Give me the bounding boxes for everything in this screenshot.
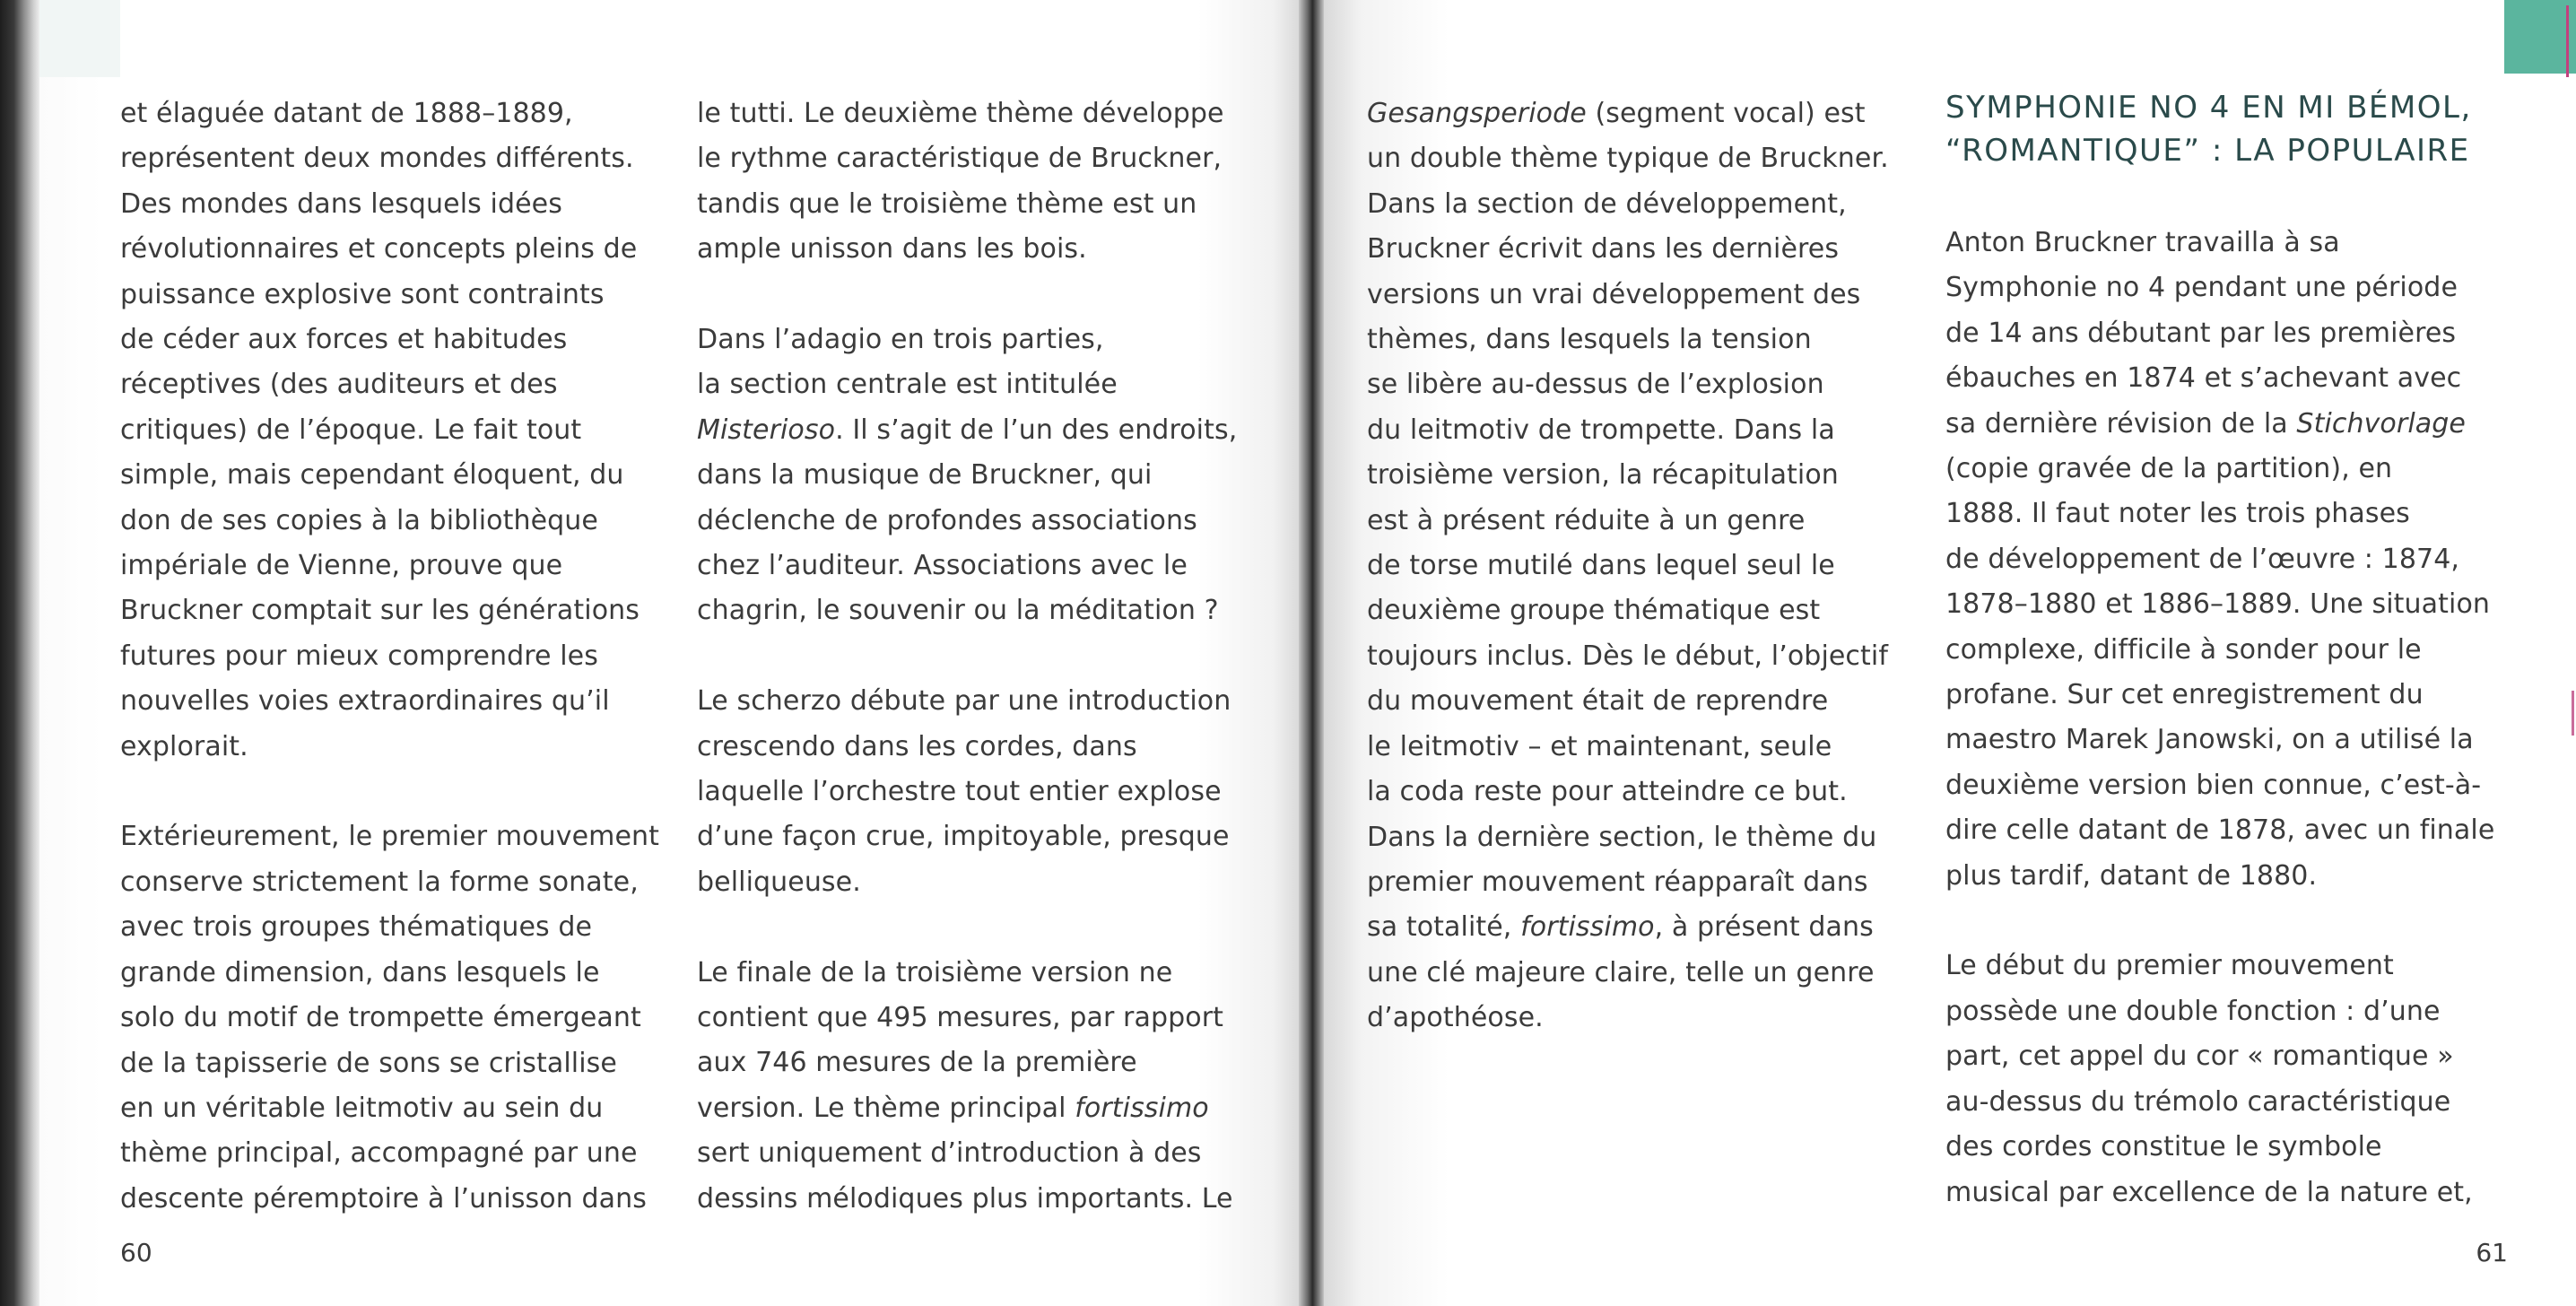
text-line: est à présent réduite à un genre bbox=[1367, 504, 1806, 536]
text-line: puissance explosive sont contraints bbox=[120, 278, 605, 310]
text-line: explorait. bbox=[120, 730, 248, 762]
text-fragment: version. Le thème principal bbox=[697, 1092, 1075, 1124]
text-line: contient que 495 mesures, par rapport bbox=[697, 1002, 1223, 1034]
page-number: 60 bbox=[120, 1238, 152, 1267]
text-line: sert uniquement d’introduction à des bbox=[697, 1137, 1202, 1170]
text-fragment: sa dernière révision de la bbox=[1945, 407, 2297, 440]
text-line bbox=[697, 408, 1237, 453]
page-number: 61 bbox=[2476, 1238, 2508, 1267]
text-fragment: , à présent dans bbox=[1654, 911, 1874, 944]
text-line: profane. Sur cet enregistrement du bbox=[1945, 679, 2424, 711]
text-line: des cordes constitue le symbole bbox=[1945, 1131, 2382, 1163]
heading-line: “ROMANTIQUE” : LA POPULAIRE bbox=[1945, 133, 2470, 169]
text-line: plus tardif, datant de 1880. bbox=[1945, 859, 2318, 892]
text-line: versions un vrai développement des bbox=[1367, 278, 1861, 310]
text-line: deuxième version bien connue, c’est-à- bbox=[1945, 769, 2482, 801]
section-tab-marker bbox=[2504, 0, 2576, 74]
text-line: 1878–1880 et 1886–1889. Une situation bbox=[1945, 588, 2491, 621]
text-line: la coda reste pour atteindre ce but. bbox=[1367, 776, 1848, 808]
text-line: Le finale de la troisième version ne bbox=[697, 956, 1173, 988]
text-line: de céder aux forces et habitudes bbox=[120, 324, 568, 356]
paragraph bbox=[697, 679, 1237, 905]
text-line: Le début du premier mouvement bbox=[1945, 950, 2394, 982]
text-line: grande dimension, dans lesquels le bbox=[120, 956, 600, 988]
text-line: Le scherzo débute par une introduction bbox=[697, 685, 1231, 718]
text-line: la section centrale est intitulée bbox=[697, 369, 1118, 401]
text-line: Des mondes dans lesquels idées bbox=[120, 187, 562, 220]
text-line: de 14 ans débutant par les premières bbox=[1945, 317, 2457, 349]
text-line: Bruckner écrivit dans les dernières bbox=[1367, 233, 1840, 266]
text-line: thème principal, accompagné par une bbox=[120, 1137, 638, 1170]
text-line: ébauches en 1874 et s’achevant avec bbox=[1945, 362, 2462, 395]
right-page bbox=[1324, 0, 2576, 1306]
italic-term: Stichvorlage bbox=[2296, 407, 2466, 440]
text-line: du leitmotiv de trompette. Dans la bbox=[1367, 414, 1835, 446]
text-line: descente péremptoire à l’unisson dans bbox=[120, 1182, 647, 1215]
paragraph bbox=[120, 91, 659, 770]
edge-mark bbox=[2572, 691, 2574, 736]
text-line: Extérieurement, le premier mouvement bbox=[120, 821, 659, 853]
text-line: simple, mais cependant éloquent, du bbox=[120, 459, 624, 492]
text-line: représentent deux mondes différents. bbox=[120, 143, 634, 175]
text-line: premier mouvement réapparaît dans bbox=[1367, 866, 1868, 898]
text-line: Anton Bruckner travailla à sa bbox=[1945, 227, 2340, 258]
text-line: de la tapisserie de sons se cristallise bbox=[120, 1047, 617, 1079]
paragraph bbox=[1945, 221, 2494, 899]
text-line: de torse mutilé dans lequel seul le bbox=[1367, 550, 1835, 582]
italic-term: Misterioso bbox=[697, 414, 836, 446]
text-line: le rythme caractéristique de Bruckner, bbox=[697, 143, 1223, 175]
text-line: le tutti. Le deuxième thème développe bbox=[697, 98, 1224, 129]
text-line: et élaguée datant de 1888–1889, bbox=[120, 98, 573, 129]
text-line: critiques) de l’époque. Le fait tout bbox=[120, 414, 582, 446]
text-line: révolutionnaires et concepts pleins de bbox=[120, 233, 638, 266]
left-page-column-1 bbox=[120, 91, 659, 1267]
text-line: don de ses copies à la bibliothèque bbox=[120, 504, 598, 536]
text-line: troisième version, la récapitulation bbox=[1367, 459, 1839, 492]
text-line: complexe, difficile à sonder pour le bbox=[1945, 633, 2422, 666]
italic-term: fortissimo bbox=[1075, 1092, 1209, 1124]
text-line: musical par excellence de la nature et, bbox=[1945, 1176, 2473, 1208]
right-page-column-1 bbox=[1367, 91, 1889, 1086]
left-page-column-2 bbox=[697, 91, 1237, 1267]
text-line: 1888. Il faut noter les trois phases bbox=[1945, 498, 2410, 530]
text-line: laquelle l’orchestre tout entier explose bbox=[697, 776, 1222, 808]
text-fragment: sa totalité, bbox=[1367, 911, 1521, 944]
text-line: en un véritable leitmotiv au sein du bbox=[120, 1092, 604, 1124]
left-page bbox=[39, 0, 1299, 1306]
text-line: Dans la dernière section, le thème du bbox=[1367, 821, 1877, 853]
text-line: possède une double fonction : d’une bbox=[1945, 995, 2441, 1027]
paragraph bbox=[697, 91, 1237, 273]
text-line: thèmes, dans lesquels la tension bbox=[1367, 324, 1812, 356]
text-line: de développement de l’œuvre : 1874, bbox=[1945, 543, 2460, 575]
text-line: d’une façon crue, impitoyable, presque bbox=[697, 821, 1230, 853]
paragraph bbox=[1367, 91, 1889, 1041]
text-line: impériale de Vienne, prouve que bbox=[120, 550, 563, 582]
text-line: une clé majeure claire, telle un genre bbox=[1367, 956, 1875, 988]
text-line: dire celle datant de 1878, avec un finale bbox=[1945, 814, 2495, 847]
paragraph bbox=[120, 814, 659, 1222]
text-line: avec trois groupes thématiques de bbox=[120, 911, 593, 944]
text-line: (copie gravée de la partition), en bbox=[1945, 453, 2393, 485]
italic-term: fortissimo bbox=[1520, 911, 1655, 944]
text-line: deuxième groupe thématique est bbox=[1367, 595, 1821, 627]
text-fragment: . Il s’agit de l’un des endroits, bbox=[835, 414, 1238, 446]
text-line bbox=[697, 1086, 1237, 1131]
text-line: nouvelles voies extraordinaires qu’il bbox=[120, 685, 610, 718]
text-line: Bruckner comptait sur les générations bbox=[120, 595, 640, 627]
text-line: futures pour mieux comprendre les bbox=[120, 640, 598, 672]
paragraph bbox=[697, 951, 1237, 1222]
page-tab-marker bbox=[39, 0, 120, 77]
text-line: se libère au-dessus de l’explosion bbox=[1367, 369, 1824, 401]
text-line: ample unisson dans les bois. bbox=[697, 233, 1087, 266]
text-line: tandis que le troisième thème est un bbox=[697, 187, 1197, 220]
text-fragment: (segment vocal) est bbox=[1586, 98, 1866, 129]
text-line: part, cet appel du cor « romantique » bbox=[1945, 1040, 2454, 1073]
text-line: maestro Marek Janowski, on a utilisé la bbox=[1945, 724, 2474, 756]
text-line: le leitmotiv – et maintenant, seule bbox=[1367, 730, 1832, 762]
book-gutter bbox=[1299, 0, 1324, 1306]
text-line: toujours inclus. Dès le début, l’objectif bbox=[1367, 640, 1888, 672]
text-line: chagrin, le souvenir ou la méditation ? bbox=[697, 595, 1219, 627]
text-line: dans la musique de Bruckner, qui bbox=[697, 459, 1153, 492]
text-line: belliqueuse. bbox=[697, 866, 861, 898]
tab-rule bbox=[2566, 5, 2569, 77]
text-line: réceptives (des auditeurs et des bbox=[120, 369, 558, 401]
italic-term: Gesangsperiode bbox=[1367, 98, 1587, 129]
text-line: d’apothéose. bbox=[1367, 1002, 1544, 1034]
text-line: du mouvement était de reprendre bbox=[1367, 685, 1829, 718]
text-line: déclenche de profondes associations bbox=[697, 504, 1197, 536]
text-line: Dans la section de développement, bbox=[1367, 187, 1847, 220]
paragraph bbox=[1945, 944, 2494, 1215]
heading-line: SYMPHONIE NO 4 EN MI BÉMOL, bbox=[1945, 90, 2472, 126]
text-line bbox=[1367, 905, 1889, 950]
text-line: Symphonie no 4 pendant une période bbox=[1945, 272, 2458, 304]
text-line: un double thème typique de Bruckner. bbox=[1367, 143, 1889, 175]
paragraph bbox=[697, 318, 1237, 634]
text-line: chez l’auditeur. Associations avec le bbox=[697, 550, 1188, 582]
text-line: Dans l’adagio en trois parties, bbox=[697, 324, 1104, 356]
text-line: conserve strictement la forme sonate, bbox=[120, 866, 639, 898]
right-page-column-2 bbox=[1945, 221, 2494, 1260]
text-line: dessins mélodiques plus importants. Le bbox=[697, 1182, 1233, 1215]
text-line: aux 746 mesures de la première bbox=[697, 1047, 1137, 1079]
text-line bbox=[1367, 91, 1889, 136]
text-line: crescendo dans les cordes, dans bbox=[697, 730, 1137, 762]
text-line: au-dessus du trémolo caractéristique bbox=[1945, 1085, 2451, 1118]
section-heading bbox=[1945, 86, 2472, 172]
text-line bbox=[1945, 402, 2494, 447]
book-edge bbox=[0, 0, 39, 1306]
text-line: solo du motif de trompette émergeant bbox=[120, 1002, 641, 1034]
